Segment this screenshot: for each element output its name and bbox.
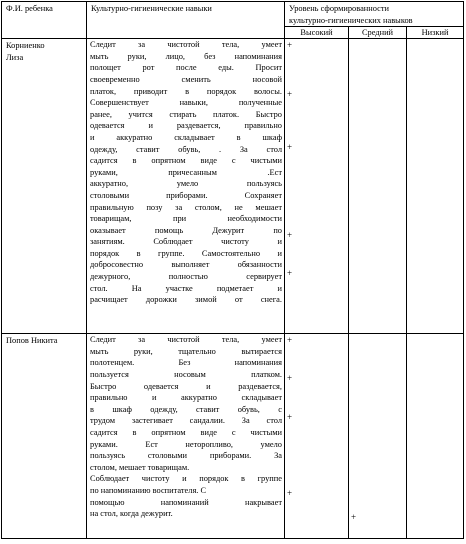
skills-line: ранее, учится стирать платок. Быстро [90, 109, 282, 119]
plus-mark: + [287, 488, 293, 499]
skills-line: руками. Ест неторопливо, умело [90, 439, 282, 449]
skills-line: стол. На участке подметает и [90, 283, 282, 293]
skills-line: оказывает помощь Дежурит по [90, 225, 282, 235]
skills-line: и аккуратно складывает в шкаф [90, 132, 282, 142]
skills-line: полотенцем. Без напоминания [90, 358, 282, 368]
header-level [285, 2, 464, 27]
skills-line: руками, причесанным .Ест [90, 167, 282, 177]
table-row-popov [2, 334, 464, 539]
skills-line: одевается и раздевается, правильно [90, 121, 282, 131]
mark-medium-cell [349, 334, 407, 539]
skills-cell [87, 334, 285, 539]
skills-line: занятиям. Соблюдает чистоту и [90, 237, 282, 247]
skills-line: дежурного, полностью сервирует [90, 272, 282, 282]
child-name-cell [2, 334, 87, 539]
skills-cell [87, 39, 285, 334]
mark-high-cell [285, 334, 349, 539]
skills-line: пользуясь столовыми приборами. За [90, 451, 282, 461]
skills-line: правильно и аккуратно складывает [90, 393, 282, 403]
mark-medium-cell [349, 39, 407, 334]
plus-mark: + [287, 412, 293, 423]
skills-line: садится в опрятном виде с чистыми [90, 427, 282, 437]
plus-mark: + [287, 89, 293, 100]
skills-line: расчищает дорожки зимой от снега. [90, 295, 282, 305]
skills-line: порядок в группе. Самостоятельно и [90, 248, 282, 258]
plus-mark: + [287, 335, 293, 346]
skills-line: пользуется носовым платком. [90, 369, 282, 379]
level-high: Высокий [285, 27, 349, 39]
skills-line: аккуратно, умело пользуясь [90, 179, 282, 189]
skills-line: по напоминанию воспитателя. С [90, 485, 207, 495]
skills-line: платок, приводит в порядок волосы. [90, 86, 282, 96]
header-child-name [2, 2, 87, 39]
skills-line: помощью напоминаний накрывает [90, 497, 282, 507]
skills-line: мыть руки, лицо, без напоминания [90, 51, 282, 61]
skills-line: мыть руки, тщательно вытирается [90, 346, 282, 356]
plus-mark: + [287, 230, 293, 241]
header-skills [87, 2, 285, 39]
skills-line: своевременно сменить носовой [90, 74, 282, 84]
skills-line: Совершенствует навыки, полученные [90, 98, 282, 108]
skills-line: Следит за чистотой тела, умеет [90, 40, 282, 50]
skills-line: одежду, ставит обувь, . За стол [90, 144, 282, 154]
skills-line: трудом застегивает сандалии. За стол [90, 416, 282, 426]
mark-low-cell [407, 334, 464, 539]
table-row-korn [2, 39, 464, 334]
plus-mark: + [351, 512, 357, 523]
mark-high-cell [285, 39, 349, 334]
header-level-line1: Уровень сформированности [289, 4, 390, 13]
skills-line: Соблюдает чистоту и порядок в группе [90, 474, 282, 484]
child-name-line1: Попов Никита [6, 336, 58, 346]
header-child-name-text: Ф.И. ребенка [6, 4, 53, 13]
plus-mark: + [287, 40, 293, 51]
skills-line: садится в опрятном виде с чистыми [90, 156, 282, 166]
skills-line: Быстро одевается и раздевается, [90, 381, 282, 391]
child-name-line1: Корниенко [6, 41, 45, 51]
plus-mark: + [287, 268, 293, 279]
child-name-line2: Лиза [6, 52, 24, 62]
skills-line: правильную позу за столом, не мешает [90, 202, 282, 212]
level-low: Низкий [407, 27, 464, 39]
mark-low-cell [407, 39, 464, 334]
skills-line: столом, мешает товарищам. [90, 462, 190, 472]
level-medium: Средний [349, 27, 407, 39]
header-row [2, 2, 464, 27]
plus-mark: + [287, 142, 293, 153]
header-skills-text: Культурно-гигиенические навыки [91, 4, 212, 13]
child-name-cell [2, 39, 87, 334]
plus-mark: + [287, 373, 293, 384]
header-level-line2: культурно-гигиенических навыков [289, 15, 413, 25]
skills-line: столовыми приборами. Сохраняет [90, 190, 282, 200]
skills-line: в шкаф одежду, ставит обувь, с [90, 404, 282, 414]
skills-line: Следит за чистотой тела, умеет [90, 335, 282, 345]
kgn-level-table [1, 1, 464, 539]
skills-line: полощет рот после еды. Просит [90, 63, 282, 73]
skills-line: добросовестно выполняет обязанности [90, 260, 282, 270]
skills-line: товарищам, при необходимости [90, 214, 282, 224]
skills-line: на стол, когда дежурит. [90, 509, 173, 519]
